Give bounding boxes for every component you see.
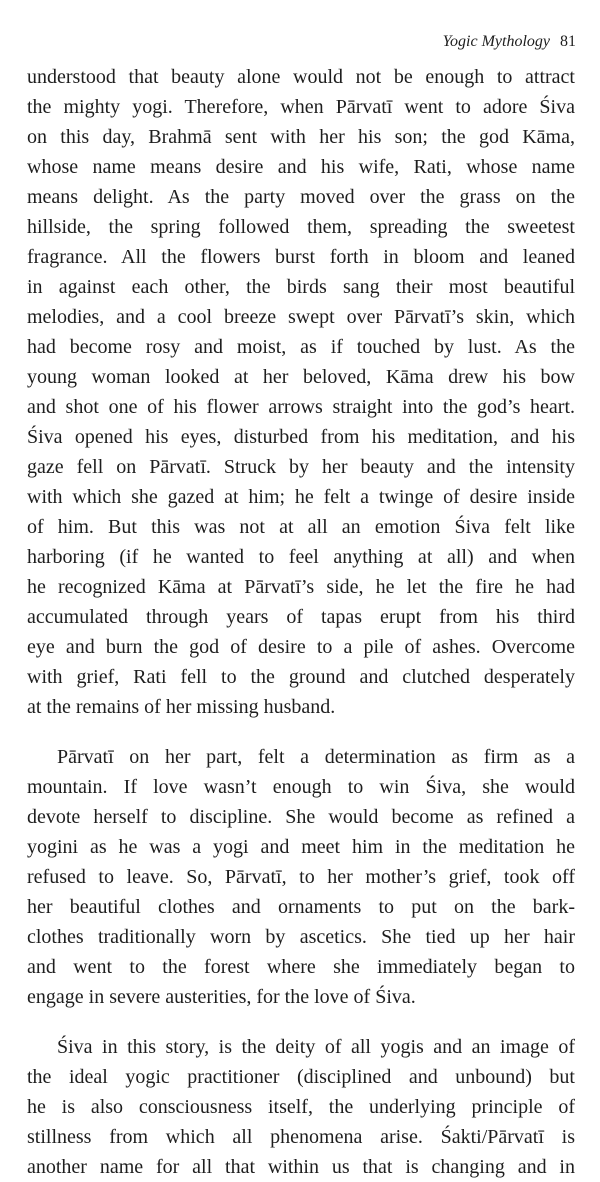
text-line: young woman looked at her beloved, Kāma drew his bow [27,366,575,388]
running-head [443,32,576,52]
text-line: fragrance. All the flowers burst forth in bloom and leaned [27,246,575,268]
text-line: harboring (if he wanted to feel anything at all) and when [27,546,575,568]
text-line: accumulated through years of tapas erupt from his third [27,606,575,628]
text-line: with which she gazed at him; he felt a twinge of desire inside [27,486,575,508]
text-line: yogini as he was a yogi and meet him in the meditation he [27,836,575,858]
text-line: her beautiful clothes and ornaments to put on the bark- [27,896,575,918]
text-line: eye and burn the god of desire to a pile of ashes. Overcome [27,636,575,658]
text-line: clothes traditionally worn by ascetics. She tied up her hair [27,926,575,948]
text-line: and shot one of his flower arrows straight into the god’s heart. [27,396,575,418]
page-number: 81 [560,33,576,50]
text-line: in against each other, the birds sang their most beautiful [27,276,575,298]
running-head-title: Yogic Mythology [442,33,550,50]
text-line: on this day, Brahmā sent with her his son; the god Kāma, [27,126,575,148]
text-line: melodies, and a cool breeze swept over Pārvatī’s skin, which [27,306,575,328]
text-line: another name for all that within us that is changing and in [27,1156,575,1178]
paragraph-spacing [27,1012,575,1032]
text-line: of him. But this was not at all an emotion Śiva felt like [27,516,575,538]
text-line: the mighty yogi. Therefore, when Pārvatī went to adore Śiva [27,96,575,118]
text-line: mountain. If love wasn’t enough to win Śiva, she would [27,776,575,798]
text-line: devote herself to discipline. She would become as refined a [27,806,575,828]
text-line: and went to the forest where she immediately began to [27,956,575,978]
text-line: Śiva opened his eyes, disturbed from his meditation, and his [27,426,575,448]
text-line: had become rosy and moist, as if touched by lust. As the [27,336,575,358]
text-line: he recognized Kāma at Pārvatī’s side, he let the fire he had [27,576,575,598]
text-line: gaze fell on Pārvatī. Struck by her beauty and the intensity [27,456,575,478]
text-line: the ideal yogic practitioner (disciplined and unbound) but [27,1066,575,1088]
text-line: at the remains of her missing husband. [27,696,336,718]
text-line: understood that beauty alone would not be enough to attract [27,66,575,88]
text-line: with grief, Rati fell to the ground and clutched desperately [27,666,575,688]
paragraph [27,1032,575,1182]
text-line: engage in severe austerities, for the love of Śiva. [27,986,416,1008]
paragraph [27,62,575,722]
text-line: refused to leave. So, Pārvatī, to her mother’s grief, took off [27,866,575,888]
body-text [27,62,575,1182]
text-line: Śiva in this story, is the deity of all yogis and an image of [57,1036,575,1058]
text-line: Pārvatī on her part, felt a determination as firm as a [57,746,575,768]
text-line: whose name means desire and his wife, Rati, whose name [27,156,575,178]
paragraph [27,742,575,1012]
text-line: he is also consciousness itself, the underlying principle of [27,1096,575,1118]
paragraph-spacing [27,722,575,742]
text-line: hillside, the spring followed them, spreading the sweetest [27,216,575,238]
text-line: means delight. As the party moved over the grass on the [27,186,575,208]
text-line: stillness from which all phenomena arise. Śakti/Pārvatī is [27,1126,575,1148]
